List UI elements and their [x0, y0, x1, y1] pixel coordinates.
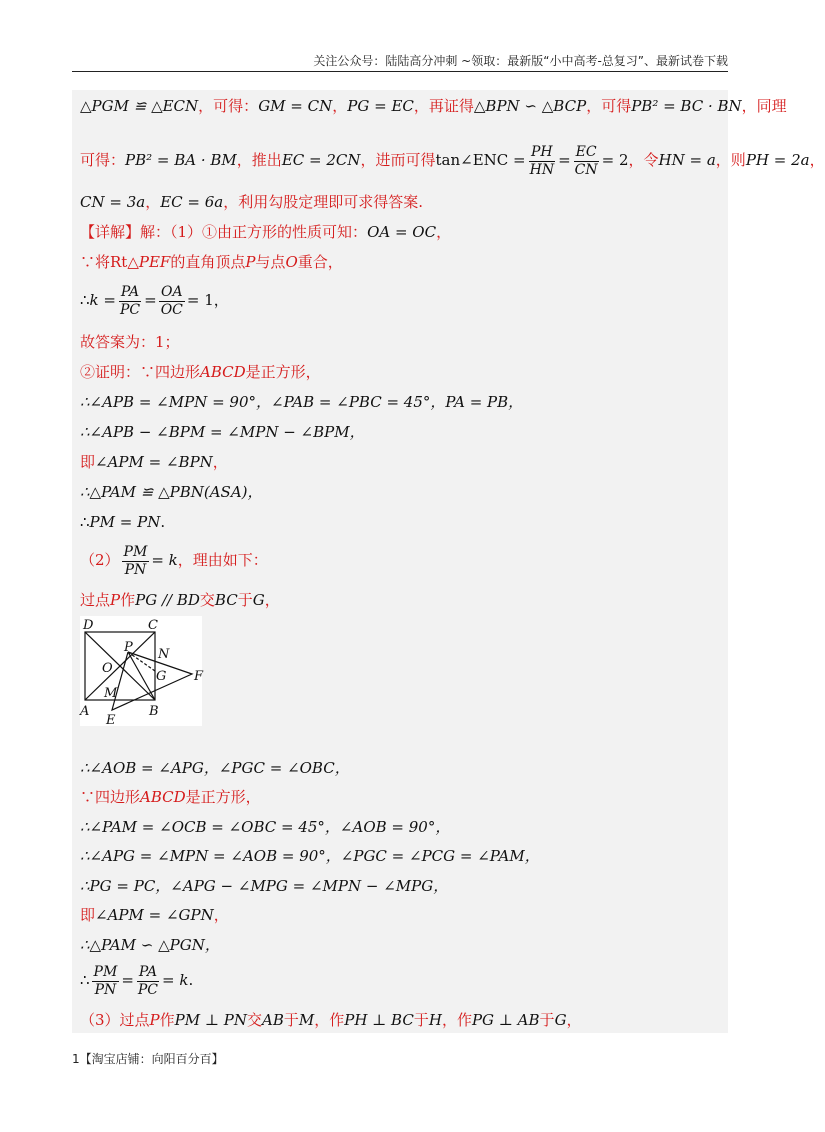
fraction-ec-cn: $\frac{EC}{CN}$ [574, 143, 598, 178]
proof-line-congruent: ∴△PAM ≌ △PBN(ASA)， [80, 483, 263, 501]
analysis-line-1: △PGM ≌ △ECN，可得：GM = CN，PG = EC，再证得△BPN ∽ △BCP，可得PB² = BC · BN，同理 [80, 97, 787, 115]
proof-line-square: ②证明：∵四边形ABCD是正方形， [80, 363, 321, 381]
part2-line-angles: ∴∠AOB = ∠APG，∠PGC = ∠OBC， [80, 759, 350, 777]
part2-line-90deg: ∴∠APG = ∠MPN = ∠AOB = 90°，∠PGC = ∠PCG = ∠PAM， [80, 847, 540, 865]
page-header: 关注公众号：陆陆高分冲刺 ~领取：最新版“小中高考-总复习”、最新试卷下载 [313, 54, 728, 68]
label-e: E [106, 713, 116, 728]
part2-line-square: ∵四边形ABCD是正方形， [80, 788, 261, 806]
part2-line-similar: ∴△PAM ∽ △PGN， [80, 936, 220, 954]
fraction-pm-pn: $\frac{PM}{PN}$ [123, 543, 148, 578]
part2-construction-line: 过点P作PG // BD交BC于G， [80, 591, 280, 609]
detail-heading-line: 【详解】解：（1）①由正方形的性质可知：OA = OC， [80, 223, 452, 241]
detail-line-rt-triangle: ∵将Rt△PEF的直角顶点P与点O重合， [80, 253, 343, 271]
fraction-ph-hn: $\frac{PH}{HN}$ [529, 143, 555, 178]
analysis-line-2: 可得：PB² = BA · BM，推出EC = 2CN，进而可得tan∠ENC = $\frac{PH}{HN}$ = $\frac{EC}{CN}$ = 2，令HN = a，则PH = 2a， [80, 143, 825, 178]
label-a: A [80, 704, 90, 719]
label-m: M [104, 686, 118, 701]
detail-label: 【详解】 [80, 223, 141, 241]
analysis-line-3: CN = 3a，EC = 6a，利用勾股定理即可求得答案. [80, 193, 424, 211]
page-footer: 1【淘宝店铺：向阳百分百】 [72, 1052, 224, 1066]
proof-line-subtract: ∴∠APB − ∠BPM = ∠MPN − ∠BPM， [80, 423, 365, 441]
proof-line-pm-pn: ∴PM = PN. [80, 513, 166, 531]
square-diagram [80, 616, 202, 726]
label-g: G [156, 669, 167, 684]
fraction-pa-pc: $\frac{PA}{PC}$ [119, 283, 141, 318]
label-c: C [148, 618, 158, 633]
part2-line-pg-pc: ∴PG = PC，∠APG − ∠MPG = ∠MPN − ∠MPG， [80, 877, 449, 895]
header-divider [72, 71, 728, 72]
label-b: B [149, 704, 159, 719]
part3-construction-line: （3）过点P作PM ⊥ PN交AB于M，作PH ⊥ BC于H，作PG ⊥ AB于G， [80, 1011, 582, 1029]
triangle-pef [112, 652, 192, 710]
label-d: D [83, 618, 94, 633]
label-n: N [158, 647, 170, 662]
label-o: O [102, 661, 113, 676]
proof-line-apm-bpn: 即∠APM = ∠BPN， [80, 453, 228, 471]
part2-line-apm-gpn: 即∠APM = ∠GPN， [80, 906, 229, 924]
detail-line-k-equals-1: ∴k = $\frac{PA}{PC}$ = $\frac{OA}{OC}$ = 1， [80, 283, 229, 318]
proof-line-angles: ∴∠APB = ∠MPN = 90°，∠PAB = ∠PBC = 45°，PA = PB， [80, 393, 524, 411]
part2-line-45deg: ∴∠PAM = ∠OCB = ∠OBC = 45°，∠AOB = 90°， [80, 818, 451, 836]
fraction-pm-pn-2: $\frac{PM}{PN}$ [93, 963, 118, 998]
part2-claim-line: （2） $\frac{PM}{PN}$ = k，理由如下： [80, 543, 268, 578]
fraction-oa-oc: $\frac{OA}{OC}$ [160, 283, 183, 318]
fraction-pa-pc-2: $\frac{PA}{PC}$ [137, 963, 159, 998]
geometry-figure [80, 616, 202, 726]
part2-line-ratio: ∴ $\frac{PM}{PN}$ = $\frac{PA}{PC}$ = k. [80, 963, 194, 998]
label-p: P [124, 640, 133, 655]
label-f: F [194, 669, 204, 684]
segment-pb [128, 652, 155, 700]
solution-content [72, 90, 825, 1033]
answer-line: 故答案为：1； [80, 333, 180, 351]
